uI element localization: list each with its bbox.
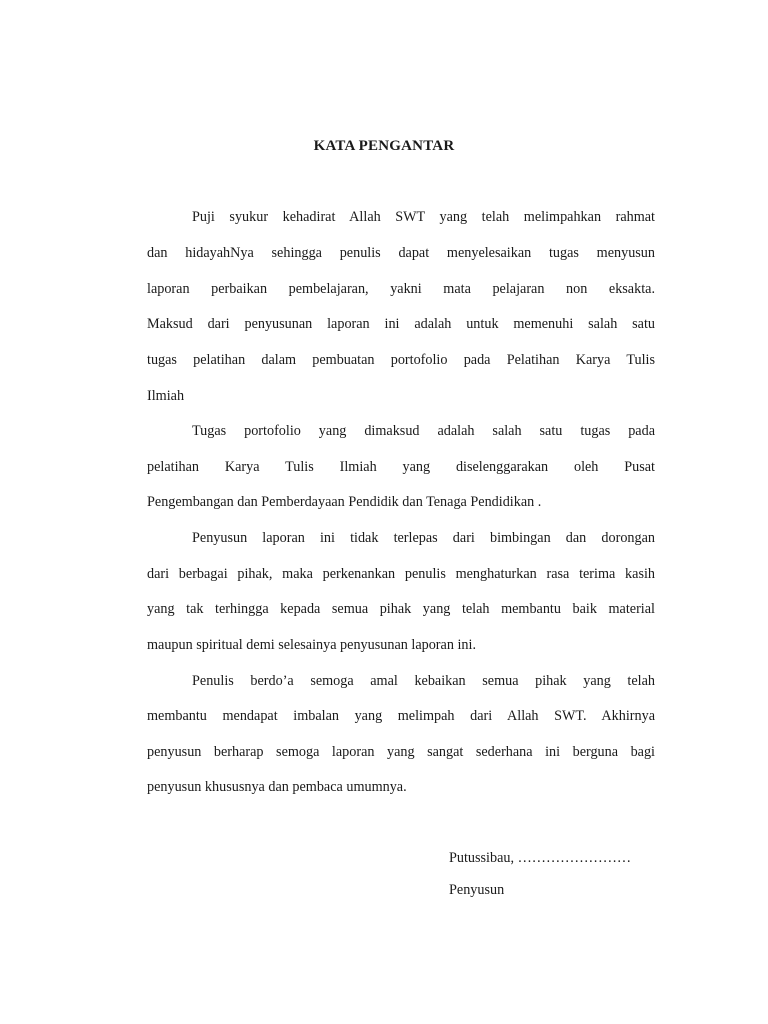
signature-role: Penyusun xyxy=(449,882,505,898)
text-line: Maksud dari penyusunan laporan ini adalah untuk memenuhi salah satu xyxy=(147,316,655,332)
text-line: yang tak terhingga kepada semua pihak yang telah membantu baik material xyxy=(147,601,655,617)
text-line: laporan perbaikan pembelajaran, yakni mata pelajaran non eksakta. xyxy=(147,281,655,297)
text-line: Tugas portofolio yang dimaksud adalah salah satu tugas pada xyxy=(192,423,655,439)
signature-place-date: Putussibau, …………………… xyxy=(449,850,632,866)
text-line: penyusun khususnya dan pembaca umumnya. xyxy=(147,779,407,795)
text-line: maupun spiritual demi selesainya penyusunan laporan ini. xyxy=(147,637,476,653)
text-line: tugas pelatihan dalam pembuatan portofolio pada Pelatihan Karya Tulis xyxy=(147,352,655,368)
text-line: dan hidayahNya sehingga penulis dapat menyelesaikan tugas menyusun xyxy=(147,245,655,261)
page-title: KATA PENGANTAR xyxy=(313,138,455,154)
text-line: Puji syukur kehadirat Allah SWT yang telah melimpahkan rahmat xyxy=(192,209,655,225)
text-line: penyusun berharap semoga laporan yang sangat sederhana ini berguna bagi xyxy=(147,744,655,760)
text-line: Ilmiah xyxy=(147,388,185,404)
text-line: Penyusun laporan ini tidak terlepas dari bimbingan dan dorongan xyxy=(192,530,655,546)
text-line: Pengembangan dan Pemberdayaan Pendidik dan Tenaga Pendidikan . xyxy=(147,494,542,510)
text-line: Penulis berdo’a semoga amal kebaikan semua pihak yang telah xyxy=(192,673,655,689)
text-line: pelatihan Karya Tulis Ilmiah yang diselenggarakan oleh Pusat xyxy=(147,459,655,475)
text-line: membantu mendapat imbalan yang melimpah dari Allah SWT. Akhirnya xyxy=(147,708,655,724)
text-line: dari berbagai pihak, maka perkenankan penulis menghaturkan rasa terima kasih xyxy=(147,566,655,582)
